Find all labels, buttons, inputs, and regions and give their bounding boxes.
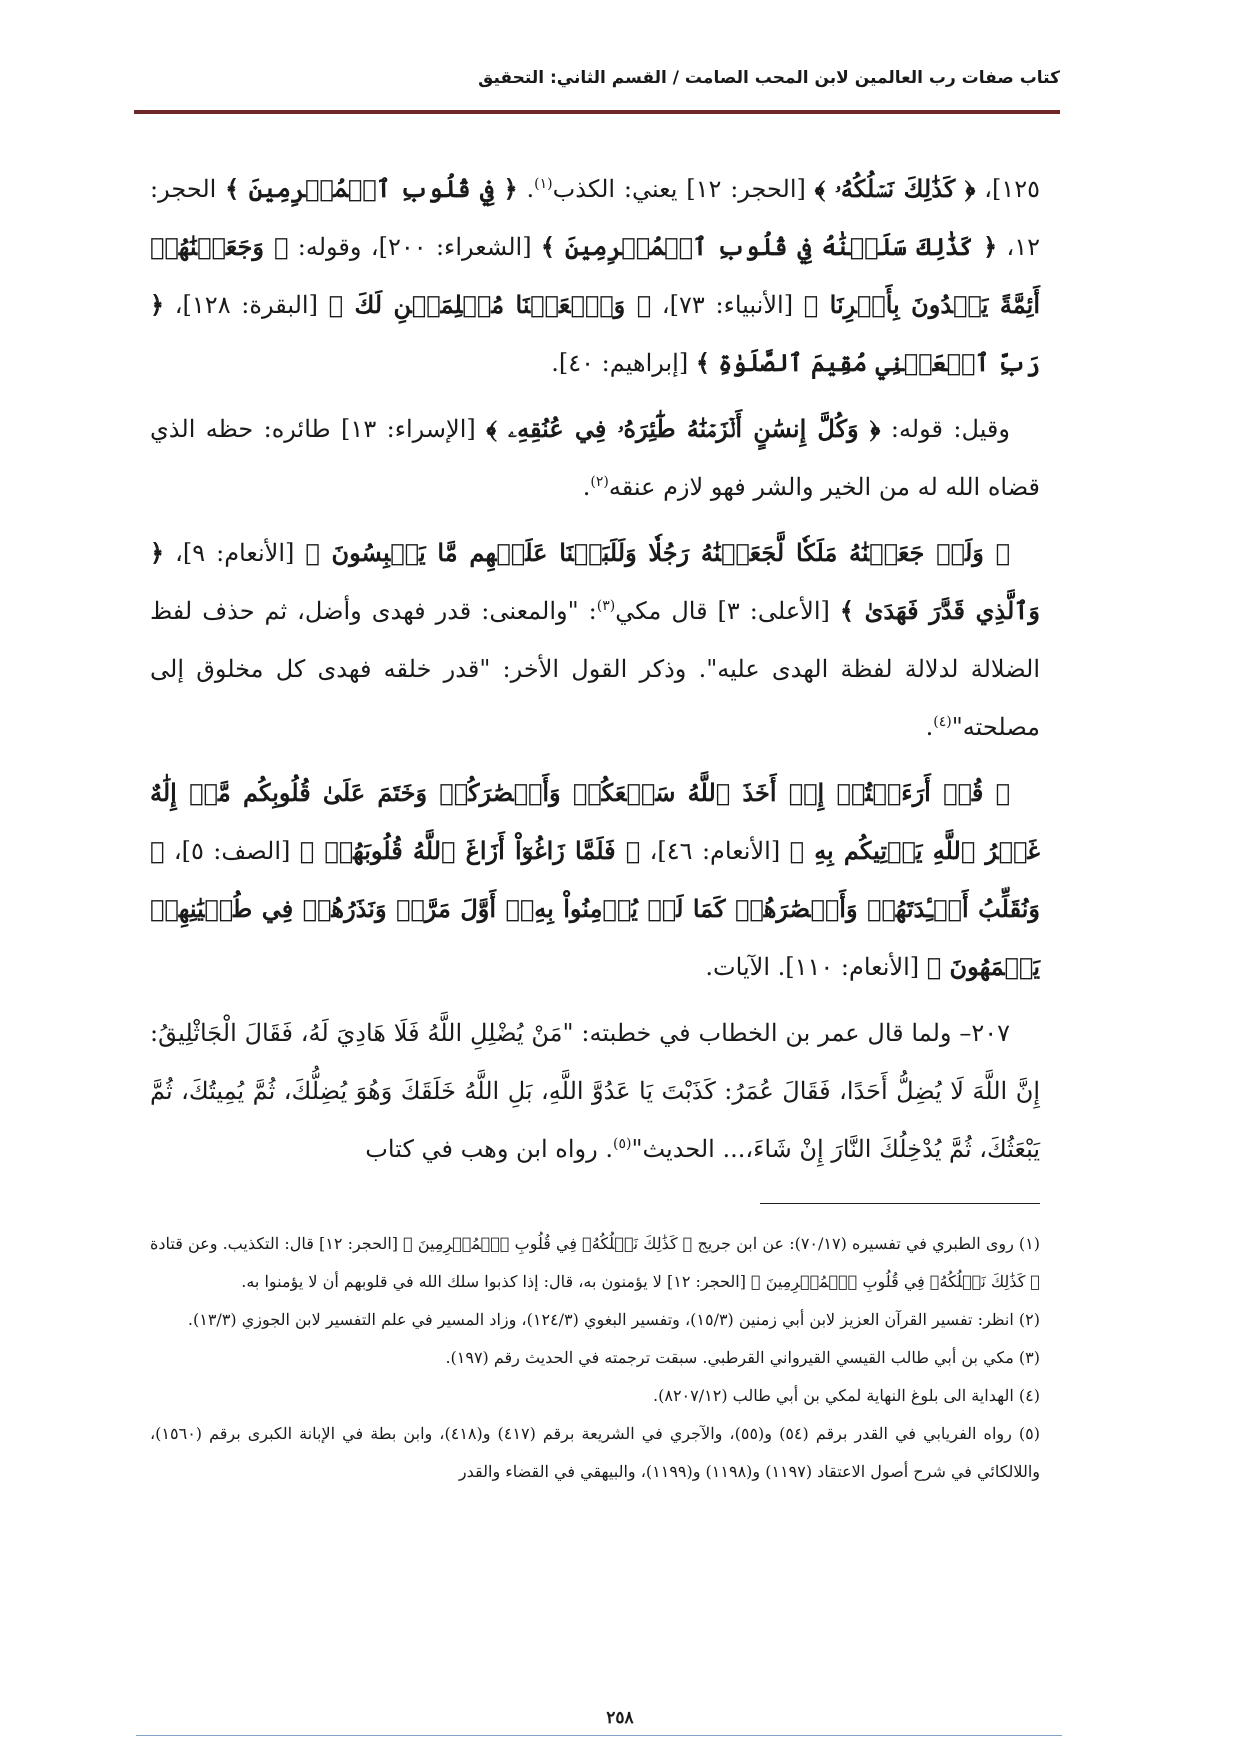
quran-verse: ﴿ وَلَوۡ جَعَلۡنَٰهُ مَلَكٗا لَّجَعَلۡنَٰهُ رَجُلٗا وَلَلَبَسۡنَا عَلَيۡهِم مَّا يَلۡبِسُونَ ﴾: [305, 538, 1010, 567]
footnote: (٥) رواه الفريابي في القدر برقم (٥٤) و(٥٥)، والآجري في الشريعة برقم (٤١٧) و(٤١٨)، وابن بطة في الإبانة الكبرى برقم (١٥٦٠)، واللالكائي في شرح أصول الاعتقاد (١١٩٧) و(١١٩٨) و(١١٩٩)، والبيهقي في القضاء والقدر: [150, 1424, 1040, 1481]
paragraph: [150, 764, 1040, 996]
text-run: .: [582, 473, 591, 501]
text-run: [البقرة: ١٢٨]،: [164, 291, 329, 319]
quran-verse: ﴿ وَنُقَلِّبُ أَفۡـِٔدَتَهُمۡ وَأَبۡصَٰرَهُمۡ كَمَا لَمۡ يُؤۡمِنُواْ بِهِۦٓ أَوَّلَ مَرَّةٖ وَنَذَرُهُمۡ فِي طُغۡيَٰنِهِمۡ يَعۡمَهُونَ ﴾: [150, 836, 1040, 981]
text-run: ٢٠٧– ولما قال عمر بن الخطاب في خطبته: "مَنْ يُضْلِلِ اللَّهُ فَلَا هَادِيَ لَهُ، فَقَالَ الْجَاثْلِيقُ: إِنَّ اللَّهَ لَا يُضِلُّ أَحَدًا، فَقَالَ عُمَرُ: كَذَبْتَ يَا عَدُوَّ اللَّهِ، بَلِ اللَّهُ خَلَقَكَ وَهُوَ يُضِلُّكَ، ثُمَّ يُمِيتُكَ، ثُمَّ يَبْعَثُكَ، ثُمَّ يُدْخِلُكَ النَّارَ إِنْ شَاءَ،... الحديث": [150, 1019, 1040, 1163]
footnote-marker: (٤): [933, 714, 952, 730]
text-run: [الشعراء: ٢٠٠]، وقوله:: [288, 233, 541, 261]
quran-verse: ﴿ وَٱجۡعَلۡنَا مُسۡلِمَيۡنِ لَكَ ﴾: [328, 290, 652, 319]
text-run: : "والمعنى: قدر فهدى وأضل، ثم حذف لفظ الضلالة لدلالة لفظة الهدى عليه". وذكر القول الأخر: "قدر خلقه فهدى كل مخلوق إلى مصلحته": [150, 597, 1040, 741]
text-run: [الأنبياء: ٧٣]،: [651, 291, 804, 319]
footnote-marker: (٣): [596, 598, 616, 614]
quran-verse: ﴿ وَجَعَلۡنَٰهُمۡ أَئِمَّةً يَهۡدُونَ بِأَمۡرِنَا ﴾: [150, 232, 1040, 319]
footnote: (٤) الهداية الى بلوغ النهاية لمكي بن أبي طالب (٨٢٠٧/١٢).: [653, 1386, 1040, 1405]
text-run: وقيل: قوله:: [880, 415, 1010, 443]
text-run: [الصف: ٥]،: [164, 837, 300, 865]
footnote: (١) روى الطبري في تفسيره (٧٠/١٧): عن ابن جريج ﴿ كَذَٰلِكَ نَسۡلُكُهُۥ فِي قُلُوبِ ٱلۡمُجۡرِمِينَ ﴾ [الحجر: ١٢] قال: التكذيب. وعن قتادة ﴿ كَذَٰلِكَ نَسۡلُكُهُۥ فِي قُلُوبِ ٱلۡمُجۡرِمِينَ ﴾ [الحجر: ١٢] لا يؤمنون به، قال: إذا كذبوا سلك الله في قلوبهم أن لا يؤمنوا به.: [150, 1234, 1041, 1291]
footnote-marker: (٥): [612, 1136, 632, 1152]
text-run: [إبراهيم: ٤٠].: [551, 349, 696, 377]
paragraph: [150, 1004, 1040, 1178]
text-run: . رواه ابن وهب في كتاب: [365, 1135, 613, 1163]
footnote-marker: (١): [534, 176, 553, 192]
main-text: [150, 160, 1040, 1186]
footnote: (٢) انظر: تفسير القرآن العزيز لابن أبي زمنين (١٥/٣)، وتفسير البغوي (١٢٤/٣)، وزاد المسير في علم التفسير لابن الجوزي (١٣/٣).: [187, 1310, 1040, 1329]
text-run: [الحجر: ١٢] يعني: الكذب: [552, 175, 815, 203]
quran-verse: ﴿ وَٱلَّذِي قَدَّرَ فَهَدَىٰ ﴾: [150, 538, 1040, 625]
footnote: (٣) مكي بن أبي طالب القيسي القيرواني القرطبي. سبقت ترجمته في الحديث رقم (١٩٧).: [445, 1348, 1040, 1367]
footnotes: [150, 1225, 1040, 1491]
header-rule: [134, 110, 1060, 114]
text-run: [الأنعام: ٩]،: [164, 539, 306, 567]
footer-rule: [136, 1735, 1062, 1736]
quran-verse: ﴿ قُلۡ أَرَءَيۡتُمۡ إِنۡ أَخَذَ ٱللَّهُ سَمۡعَكُمۡ وَأَبۡصَٰرَكُمۡ وَخَتَمَ عَلَىٰ قُلُوبِكُم مَّنۡ إِلَٰهٌ غَيۡرُ ٱللَّهِ يَأۡتِيكُم بِهِ ﴾: [150, 778, 1040, 865]
quran-verse: ﴿ فِي قُلُوبِ ٱلۡمُجۡرِمِينَ ﴾: [225, 174, 518, 203]
quran-verse: ﴿ فَلَمَّا زَاغُوٓاْ أَزَاغَ ٱللَّهُ قُلُوبَهُمۡ ﴾: [299, 836, 641, 865]
running-header: كتاب صفات رب العالمين لابن المحب الصامت / القسم الثاني: التحقيق: [478, 68, 1060, 88]
quran-verse: ﴿ كَذَٰلِكَ نَسۡلُكُهُۥ ﴾: [814, 174, 976, 203]
paragraph: [150, 160, 1040, 392]
text-run: [الإسراء: ١٣] طائره: حظه الذي قضاه الله له من الخير والشر فهو لازم عنقه: [150, 415, 1040, 501]
footnote-marker: (٢): [590, 474, 609, 490]
text-run: الحجر: ١٢،: [150, 175, 1041, 261]
text-run: [الأعلى: ٣] قال مكي: [615, 597, 840, 625]
quran-verse: ﴿ رَبِّ ٱجۡعَلۡنِي مُقِيمَ ٱلصَّلَوٰةِ ﴾: [150, 290, 1040, 377]
page-number: ٢٥٨: [606, 1708, 634, 1728]
quran-verse: ﴿ كَذَٰلِكَ سَلَكۡنَٰهُ فِي قُلُوبِ ٱلۡمُجۡرِمِينَ ﴾: [540, 232, 998, 261]
text-run: .: [925, 713, 934, 741]
paragraph: [150, 524, 1040, 756]
text-run: [الأنعام: ١١٠]. الآيات.: [705, 953, 927, 981]
text-run: .: [517, 175, 535, 203]
paragraph: [150, 400, 1040, 516]
footnote-separator: [760, 1203, 1040, 1204]
text-run: [الأنعام: ٤٦]،: [640, 837, 790, 865]
text-run: ١٢٥]،: [975, 175, 1041, 203]
quran-verse: ﴿ وَكُلَّ إِنسَٰنٍ أَلۡزَمۡنَٰهُ طَٰٓئِرَهُۥ فِي عُنُقِهِۦ ﴾: [486, 414, 881, 443]
